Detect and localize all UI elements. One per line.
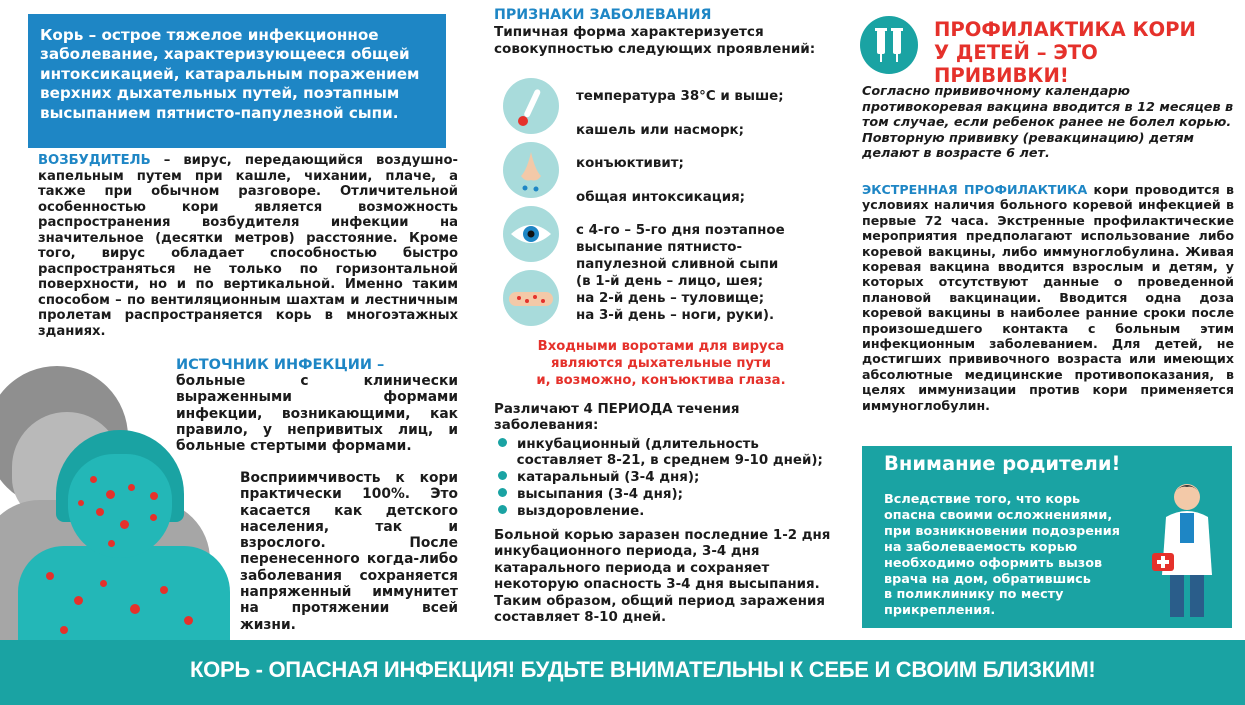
syringe-icon bbox=[860, 16, 918, 74]
emergency-prevention-paragraph bbox=[862, 182, 1234, 413]
sign-item: кашель или насморк; bbox=[576, 123, 744, 138]
rash-spot bbox=[46, 572, 54, 580]
rash-spot bbox=[150, 514, 157, 521]
rash-spot bbox=[184, 616, 193, 625]
arm-rash-icon bbox=[503, 270, 559, 326]
rash-spot bbox=[108, 540, 115, 547]
source-text: больные с клинически выраженными формами инфекции, возникающими, как правило, у непривитых лиц, и больные стертыми формами. bbox=[176, 373, 458, 455]
bullet-dot bbox=[498, 471, 507, 480]
rash-spot bbox=[150, 492, 158, 500]
attention-title: Внимание родители! bbox=[884, 452, 1121, 475]
nose-icon bbox=[503, 142, 559, 198]
signs-title: ПРИЗНАКИ ЗАБОЛЕВАНИЯ bbox=[494, 7, 712, 23]
period-item: инкубационный (длительность составляет 8-21, в среднем 9-10 дней); bbox=[498, 437, 823, 470]
pathogen-label: ВОЗБУДИТЕЛЬ bbox=[38, 153, 151, 168]
vaccination-schedule-text: Согласно прививочному календарю противокоревая вакцина вводится в 12 месяцев в том случае, если ребенок ранее не болел корью. Повторную прививку (ревакцинацию) детям делают в возрасте 6 лет. bbox=[862, 84, 1234, 161]
pathogen-text: – вирус, передающийся воздушно-капельным путем при кашле, чихании, плаче, а также при обычном разговоре. Отличительной особенностью кори является возможность распространения возбудителя инфекции на значительное (десятки метров) расстояние. Кроме того, вирус обладает способностью быстро распространяться не только по горизонтальной поверхности, но и по вертикальной. Именно таким способом – по вентиляционным шахтам и лестничным пролетам распространяется корь в многоэтажных зданиях. bbox=[38, 153, 458, 339]
source-title: ИСТОЧНИК ИНФЕКЦИИ – bbox=[176, 357, 385, 373]
rash-spot bbox=[160, 586, 168, 594]
rash-spot bbox=[130, 604, 140, 614]
child-face bbox=[68, 454, 172, 558]
emergency-text: кори проводится в условиях наличия больного коревой инфекцией в первые 72 часа. Экстренные профилактические мероприятия предполагают использование либо коревой вакцины, либо иммуноглобулина. Живая коревая вакцина вводится взрослым и детям, у которых отсутствуют данные о проведенной плановой вакцинации. Вводится одна доза коревой вакцины в наиболее ранние сроки после произошедшего контакта с больным этим инфекционным заболеванием. Для детей, не достигших прививочного возраста или имеющих абсолютные медицинские противопоказания, в целях иммунизации против кори применяется иммуноглобулин. bbox=[862, 182, 1234, 413]
bullet-dot bbox=[498, 488, 507, 497]
pathogen-paragraph bbox=[38, 153, 458, 339]
emergency-label: ЭКСТРЕННАЯ ПРОФИЛАКТИКА bbox=[862, 182, 1088, 197]
intro-box: Корь – острое тяжелое инфекционное заболевание, характеризующееся общей интоксикацией, катаральным поражением верхних дыхательных путей, поэтапным высыпанием пятнисто-папулезной сыпи. bbox=[28, 14, 446, 148]
sign-item: конъюктивит; bbox=[576, 156, 684, 171]
contagious-period-text: Больной корью заразен последние 1-2 дня инкубационного периода, 3-4 дня катарального периода и сохраняет некоторую опасность 3-4 дня высыпания. Таким образом, общий период заражения составляет 8-10 дней. bbox=[494, 528, 831, 626]
sign-item: температура 38°С и выше; bbox=[576, 89, 784, 104]
eye-icon bbox=[503, 206, 559, 262]
rash-spot bbox=[60, 626, 68, 634]
rash-spot bbox=[90, 476, 97, 483]
immunity-text: Восприимчивость к кори практически 100%. Это касается как детского населения, так и взрослого. После перенесенного когда-либо заболевания сохраняется напряженный иммунитет на протяжении всей жизни. bbox=[240, 470, 458, 633]
rash-spot bbox=[106, 490, 115, 499]
bullet-dot bbox=[498, 505, 507, 514]
rash-spot bbox=[100, 580, 107, 587]
banner-slogan: КОРЬ - ОПАСНАЯ ИНФЕКЦИЯ! БУДЬТЕ ВНИМАТЕЛЬНЫ К СЕБЕ И СВОИМ БЛИЗКИМ! bbox=[190, 657, 1096, 682]
rash-spot bbox=[120, 520, 129, 529]
attention-text: Вследствие того, что корь опасна своими осложнениями, при возникновении подозрения на заболеваемость корью необходимо оформить вызов врача на дом, обратившись в поликлинику по месту прикрепления. bbox=[884, 492, 1120, 619]
periods-intro: Различают 4 ПЕРИОДА течения заболевания: bbox=[494, 402, 740, 434]
rash-spot bbox=[78, 500, 84, 506]
prevention-title: ПРОФИЛАКТИКА КОРИ У ДЕТЕЙ – ЭТО ПРИВИВКИ! bbox=[934, 18, 1196, 87]
rash-spot bbox=[128, 484, 135, 491]
rash-spot bbox=[96, 508, 104, 516]
signs-intro: Типичная форма характеризуется совокупностью следующих проявлений: bbox=[494, 24, 816, 57]
period-item: высыпания (3-4 дня); bbox=[498, 487, 683, 503]
thermometer-icon bbox=[503, 78, 559, 134]
period-item: выздоровление. bbox=[498, 504, 644, 520]
doctor-illustration bbox=[1150, 475, 1224, 625]
bullet-dot bbox=[498, 438, 507, 447]
rash-spot bbox=[74, 596, 83, 605]
entry-gates-text: Входными воротами для вируса являются дыхательные пути и, возможно, конъюктива глаза. bbox=[536, 339, 786, 388]
sign-item: с 4-го – 5-го дня поэтапное высыпание пятнисто- папулезной сливной сыпи (в 1-й день – лицо, шея; на 2-й день – туловище; на 3-й день – ноги, руки). bbox=[576, 223, 785, 323]
sign-item: общая интоксикация; bbox=[576, 190, 746, 205]
period-item: катаральный (3-4 дня); bbox=[498, 470, 699, 486]
